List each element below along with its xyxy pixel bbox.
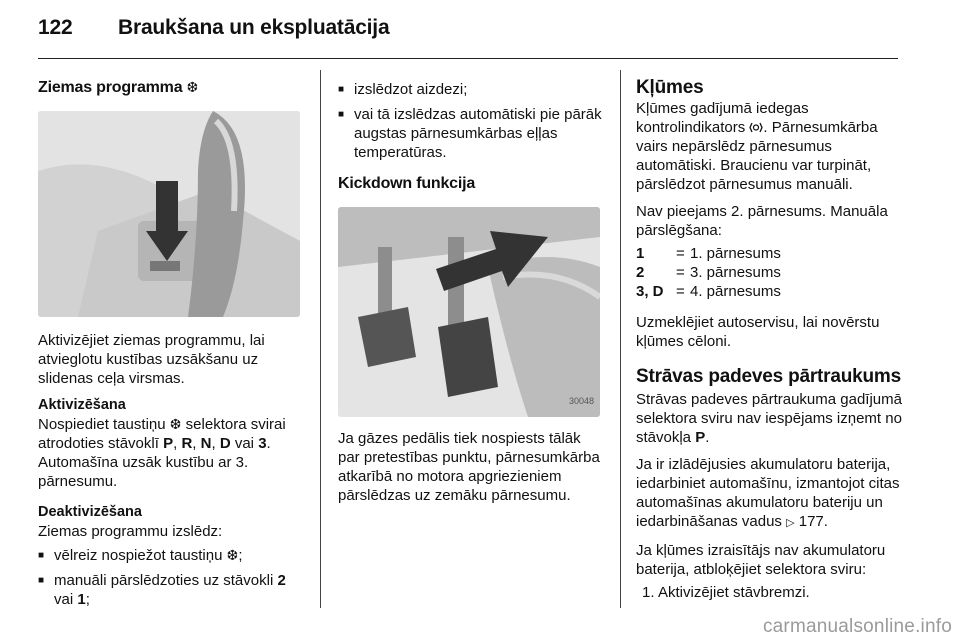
battery-text: Ja ir izlādējusies akumulatoru baterija, iedarbiniet automašīnu, izmantojot citas automašīnas akumulatoru bateriju un iedarbināšanas vadus ▷ 177. <box>636 456 900 530</box>
snowflake-icon: ❆ <box>169 416 182 432</box>
kickdown-heading: Kickdown funkcija <box>338 175 476 192</box>
snowflake-icon: ❆ <box>186 79 199 95</box>
bullet-icon: ■ <box>38 575 45 586</box>
table-row: 3, D = 4. pārnesums <box>636 283 781 300</box>
page-header <box>38 16 389 40</box>
snowflake-icon: ❆ <box>226 547 239 563</box>
warning-indicator-icon <box>749 119 763 130</box>
list-item: 1. Aktivizējiet stāvbremzi. <box>642 584 810 601</box>
watermark: carmanualsonline.info <box>762 616 952 637</box>
gear-table <box>636 244 904 301</box>
power-interruption-heading: Strāvas padeves pārtraukums <box>636 366 901 387</box>
activation-text: Nospiediet taustiņu ❆ selektora svirai atrodoties stāvoklī P, R, N, D vai 3. Automašīna uzsāk kustību ar 3. pārnesumu. <box>38 416 286 490</box>
page-title: Braukšana un ekspluatācija <box>118 16 390 39</box>
table-row: 1 = 1. pārnesums <box>636 245 781 262</box>
figure-code: 30048 <box>568 396 594 406</box>
winter-intro: Aktivizējiet ziemas programmu, lai atvieglotu kustības uzsākšanu uz slidenas ceļa virsmas. <box>38 332 265 387</box>
list-item: ■ vai tā izslēdzas automātiski pie pārāk augstas pārnesumkārbas eļļas temperatūras. <box>338 106 602 161</box>
winter-program-heading: Ziemas programma ❆ <box>38 79 199 96</box>
deactivation-text: Ziemas programmu izslēdz: <box>38 523 223 540</box>
malfunction-text: Kļūmes gadījumā iedegas kontrolindikators . Pārnesumkārba vairs nepārslēdz pārnesumus automātiski. Braucienu var turpināt, pārslēdzot pārnesumus manuāli. <box>636 100 878 193</box>
bullet-icon: ■ <box>38 550 45 561</box>
malfunction-heading: Kļūmes <box>636 77 704 98</box>
bullet-icon: ■ <box>338 84 345 95</box>
column-1 <box>38 70 306 615</box>
gear-selector-illustration <box>38 111 300 317</box>
list-item: ■ izslēdzot aizdezi; <box>338 81 468 98</box>
list-item: ■ manuāli pārslēdzoties uz stāvokli 2 vai 1; <box>38 572 286 608</box>
list-item: ■ vēlreiz nospiežot taustiņu ❆; <box>38 547 243 564</box>
deactivation-title: Deaktivizēšana <box>38 504 142 520</box>
column-divider-1 <box>320 70 321 608</box>
column-2 <box>338 70 606 513</box>
unlock-text: Ja kļūmes izraisītājs nav akumulatoru baterija, atbloķējiet selektora sviru: <box>636 542 886 578</box>
manual-shift-intro: Nav pieejams 2. pārnesums. Manuāla pārslēgšana: <box>636 203 888 239</box>
page-ref-arrow-icon: ▷ <box>786 517 795 529</box>
activation-title: Aktivizēšana <box>38 397 126 413</box>
bullet-icon: ■ <box>338 109 345 120</box>
table-row: 2 = 3. pārnesums <box>636 264 781 281</box>
column-3 <box>636 70 904 602</box>
page-number: 122 <box>38 16 73 39</box>
power-interruption-text: Strāvas padeves pārtraukuma gadījumā selektora sviru nav iespējams izņemt no stāvokļa P. <box>636 391 902 446</box>
header-rule <box>38 58 898 59</box>
kickdown-text: Ja gāzes pedālis tiek nospiests tālāk par pretestības punktu, pārnesumkārba atkarībā no motora apgriezieniem pārslēdzas uz zemāku pārnesumu. <box>338 430 600 504</box>
kickdown-pedal-illustration <box>338 207 600 417</box>
column-divider-2 <box>620 70 621 608</box>
service-text: Uzmeklējiet autoservisu, lai novērstu kļūmes cēloni. <box>636 314 880 350</box>
